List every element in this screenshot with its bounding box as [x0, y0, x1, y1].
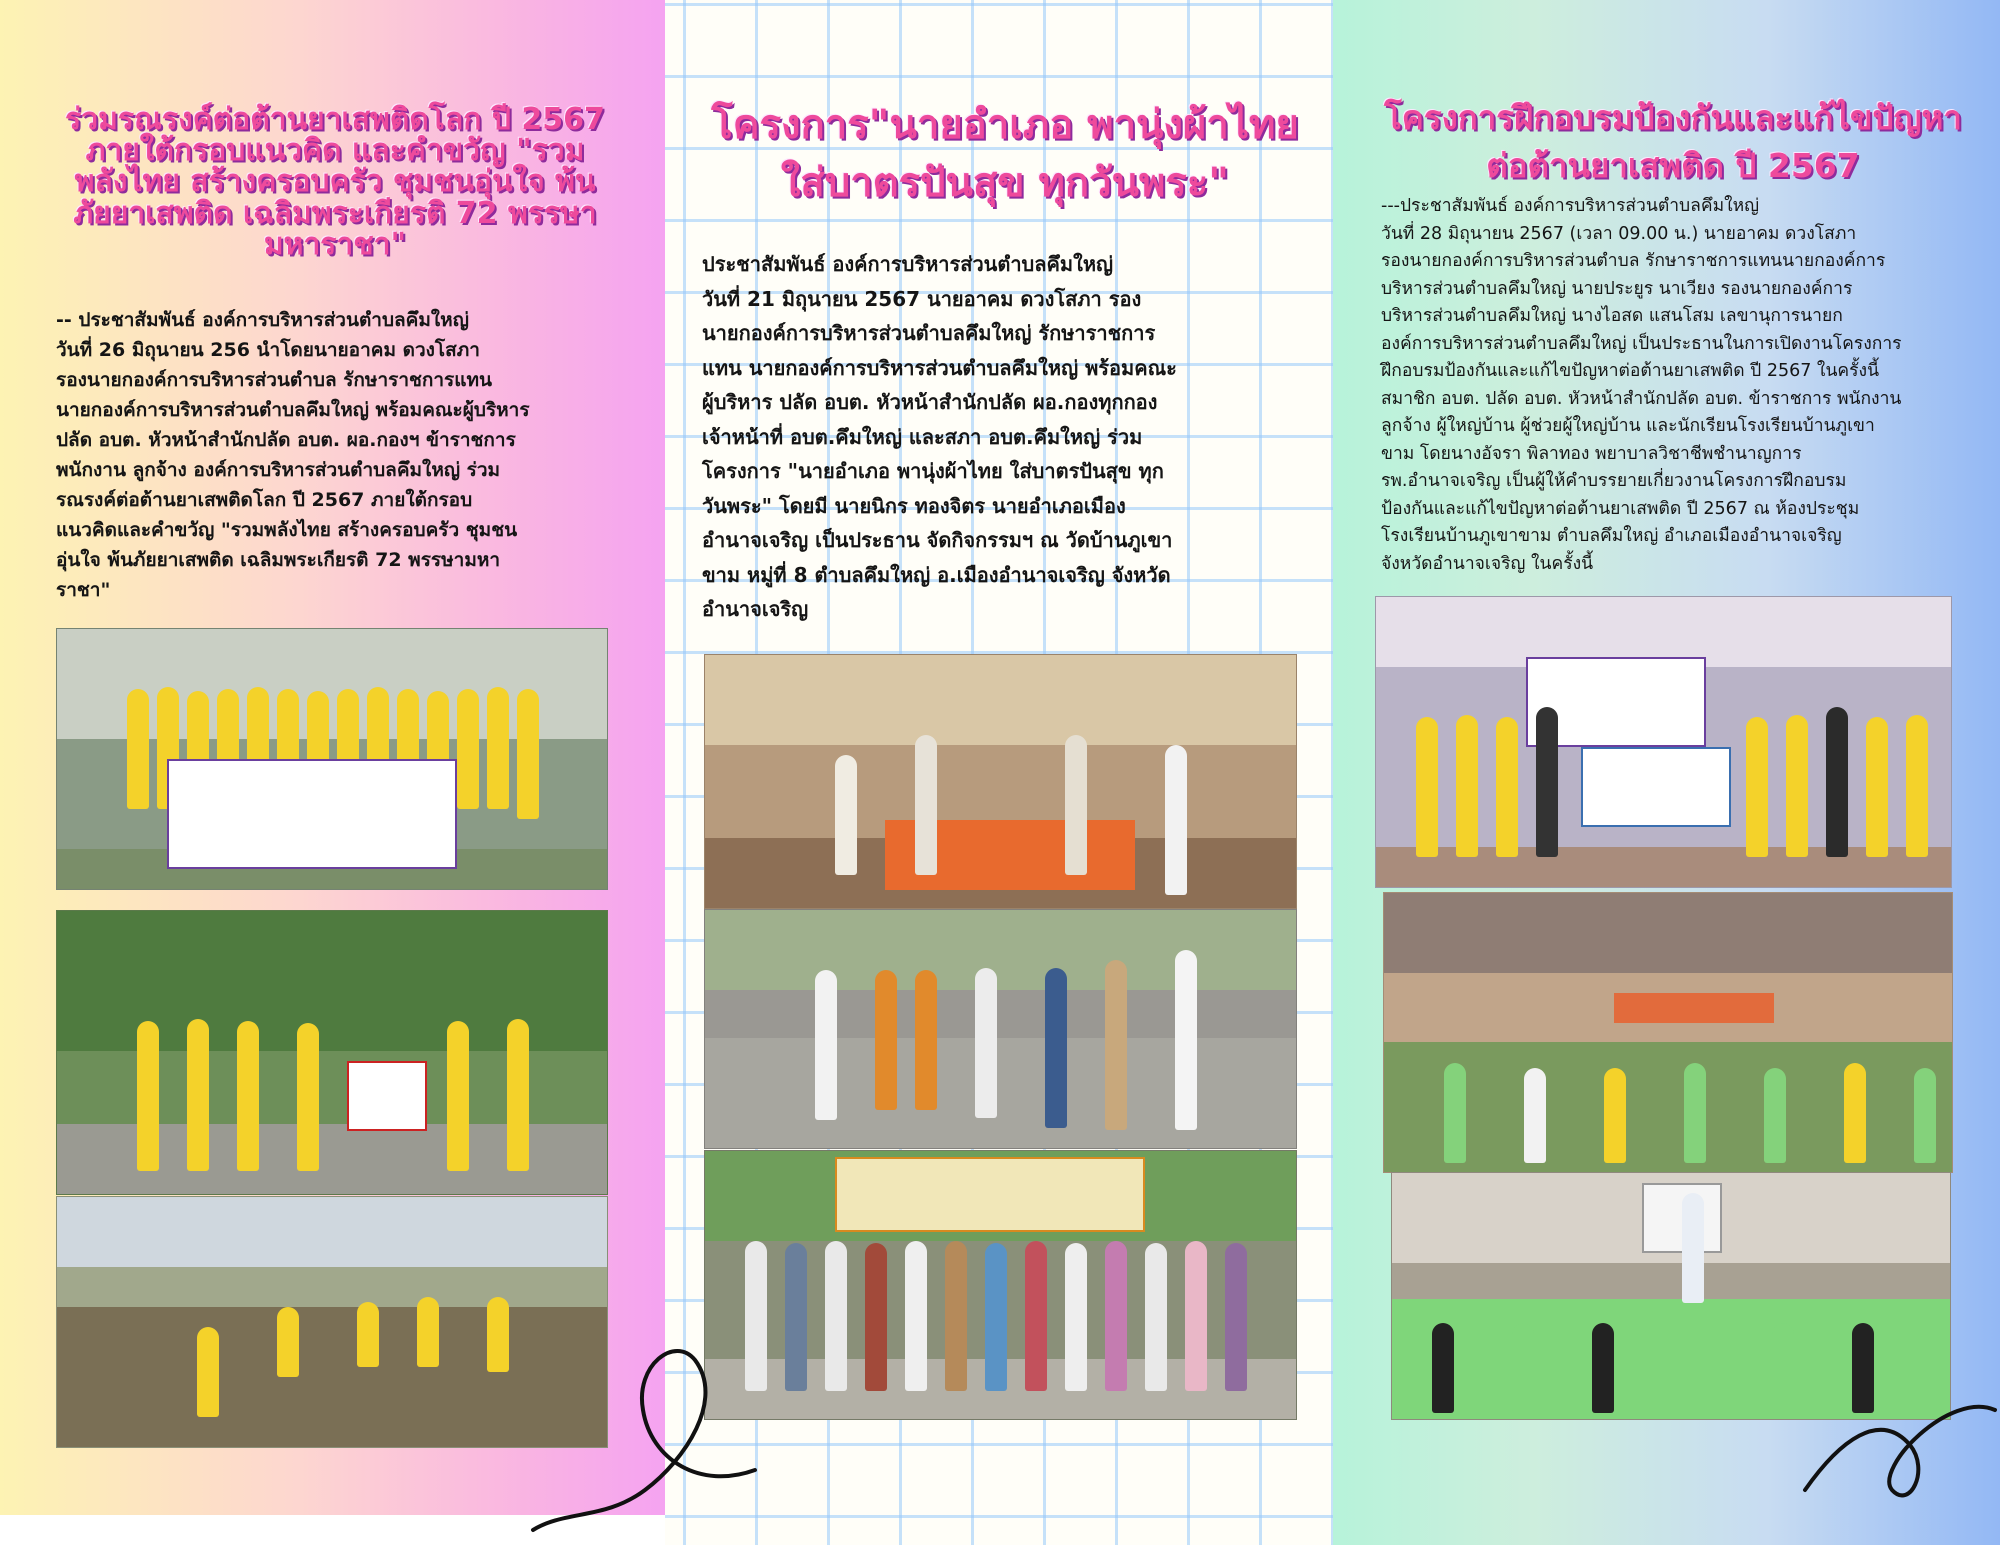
photo-farm-planting	[56, 1196, 608, 1448]
left-panel-title: ร่วมรณรงค์ต่อต้านยาเสพติดโลก ปี 2567 ภายใต้กรอบแนวคิด และคำขวัญ "รวมพลังไทย สร้างครอบครัว ชุมชนอุ่นใจ พ้นภัยยาเสพติด เฉลิมพระเกียรติ 72 พรรษามหาราชา"	[65, 102, 605, 262]
right-panel-body: ---ประชาสัมพันธ์ องค์การบริหารส่วนตำบลคึมใหญ่ วันที่ 28 มิถุนายน 2567 (เวลา 09.00 น.) นายอาคม ดวงโสภา รองนายกองค์การบริหารส่วนตำบล รักษาราชการแทนนายกองค์การ บริหารส่วนตำบลคึมใหญ่ นายประยูร นาเวียง รองนายกองค์การ บริหารส่วนตำบลคึมใหญ่ นางไอสด แสนโสม เลขานุการนายก องค์การบริหารส่วนตำบลคึมใหญ่ เป็นประธานในการเปิดงานโครงการ ฝึกอบรมป้องกันและแก้ไขปัญหาต่อต้านยาเสพติด ปี 2567 ในครั้งนี้ สมาชิก อบต. ปลัด อบต. หัวหน้าสำนักปลัด อบต. ข้าราชการ พนักงาน ลูกจ้าง ผู้ใหญ่บ้าน ผู้ช่วยผู้ใหญ่บ้าน และนักเรียนโรงเรียนบ้านภูเขา ขาม โดยนางอัจรา พิลาทอง พยาบาลวิชาชีพชำนาญการ รพ.อำนาจเจริญ เป็นผู้ให้คำบรรยายเกี่ยวงานโครงการฝึกอบรม ป้องกันและแก้ไขปัญหาต่อต้านยาเสพติด ปี 2567 ณ ห้องประชุม โรงเรียนบ้านภูเขาขาม ตำบลคึมใหญ่ อำเภอเมืองอำนาจเจริญ จังหวัดอำนาจเจริญ ในครั้งนี้	[1381, 196, 1902, 574]
photo-anti-drug-campaign-group	[56, 628, 608, 890]
photo-alms-giving	[704, 909, 1297, 1149]
photo-sign-group	[56, 910, 608, 1195]
left-panel	[0, 0, 665, 1515]
middle-panel-title: โครงการ"นายอำเภอ พานุ่งผ้าไทย ใส่บาตรปันสุข ทุกวันพระ"	[711, 102, 1299, 206]
middle-panel-body: ประชาสัมพันธ์ องค์การบริหารส่วนตำบลคึมใหญ่ วันที่ 21 มิถุนายน 2567 นายอาคม ดวงโสภา รอง นายกองค์การบริหารส่วนตำบลคึมใหญ่ รักษาราชการ แทน นายกองค์การบริหารส่วนตำบลคึมใหญ่ พร้อมคณะ ผู้บริหาร ปลัด อบต. หัวหน้าสำนักปลัด ผอ.กองทุกกอง เจ้าหน้าที่ อบต.คึมใหญ่ และสภา อบต.คึมใหญ่ ร่วม โครงการ "นายอำเภอ พานุ่งผ้าไทย ใส่บาตรปันสุข ทุก วันพระ" โดยมี นายนิกร ทองจิตร นายอำเภอเมือง อำนาจเจริญ เป็นประธาน จัดกิจกรรมฯ ณ วัดบ้านภูเขา ขาม หมู่ที่ 8 ตำบลคึมใหญ่ อ.เมืองอำนาจเจริญ จังหวัด อำนาจเจริญ	[702, 252, 1177, 621]
photo-training-hall-audience	[1383, 892, 1953, 1173]
photo-training-opening-group	[1375, 596, 1952, 888]
right-panel	[1333, 0, 2000, 1545]
photo-ceremony-table	[704, 654, 1297, 909]
middle-panel	[665, 0, 1333, 1545]
left-panel-body: -- ประชาสัมพันธ์ องค์การบริหารส่วนตำบลคึมใหญ่ วันที่ 26 มิถุนายน 256 นำโดยนายอาคม ดวงโสภา รองนายกองค์การบริหารส่วนตำบล รักษาราชการแทน นายกองค์การบริหารส่วนตำบลคึมใหญ่ พร้อมคณะผู้บริหาร ปลัด อบต. หัวหน้าสำนักปลัด อบต. ผอ.กองฯ ข้าราชการ พนักงาน ลูกจ้าง องค์การบริหารส่วนตำบลคึมใหญ่ ร่วม รณรงค์ต่อต้านยาเสพติดโลก ปี 2567 ภายใต้กรอบ แนวคิดและคำขวัญ "รวมพลังไทย สร้างครอบครัว ชุมชน อุ่นใจ พ้นภัยยาเสพติด เฉลิมพระเกียรติ 72 พรรษามหา ราชา"	[56, 309, 530, 601]
right-panel-title: โครงการฝึกอบรมป้องกันและแก้ไขปัญหาต่อต้านยาเสพติด ปี 2567	[1384, 98, 1962, 185]
photo-lecture-students	[1391, 1172, 1951, 1420]
photo-thai-dress-group	[704, 1150, 1297, 1420]
